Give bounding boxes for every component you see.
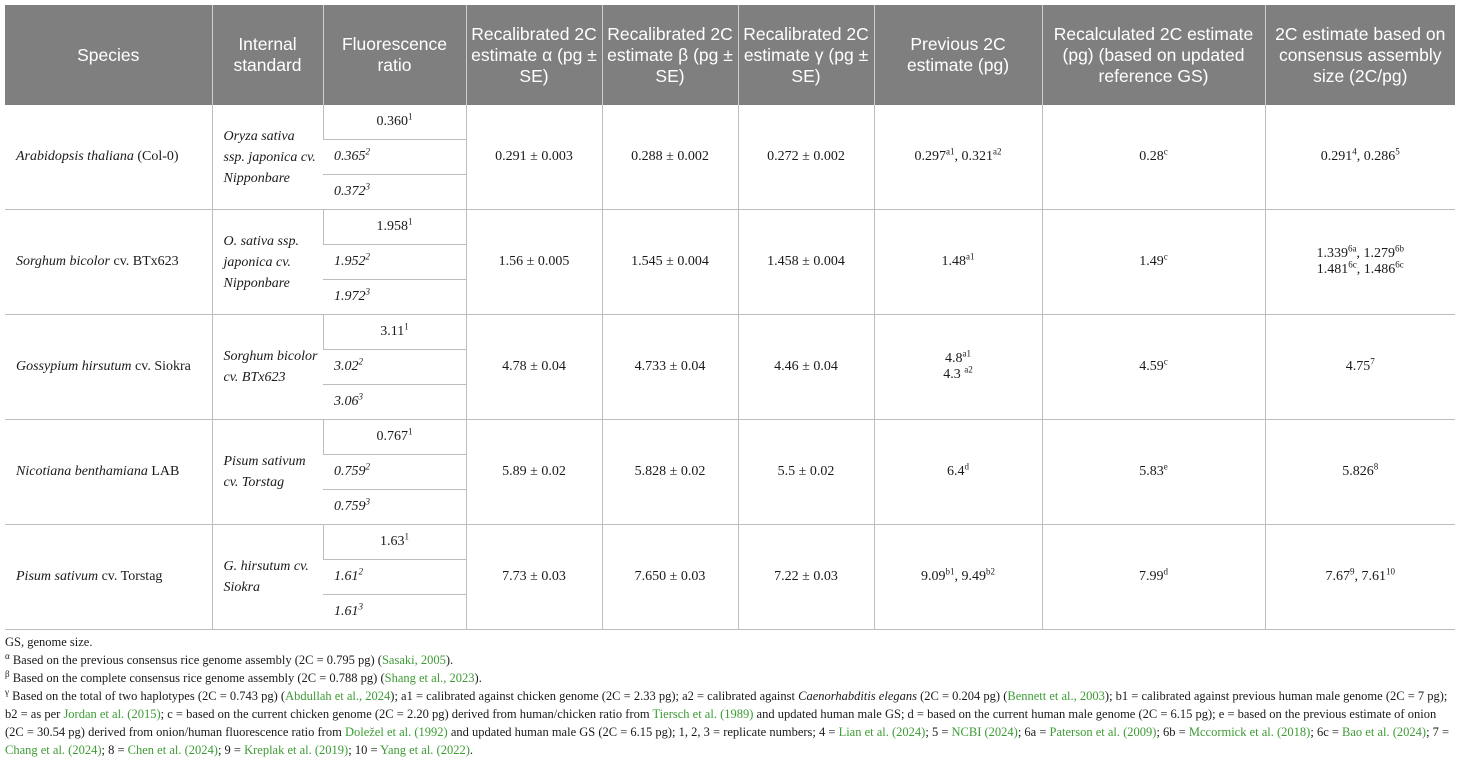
species-cell: Gossypium hirsutum cv. Siokra (5, 315, 212, 420)
replicate-marker: 3 (365, 496, 370, 507)
footnote-alpha: $^\alpha$ Based on the previous consensus rice genome assembly (2C = 0.795 pg) (Sasaki, 2005). (5, 650, 454, 667)
footnote-marker: 6c (1348, 259, 1357, 270)
value-text: 5.83 (1139, 464, 1164, 479)
footnote-marker: 8 (1373, 461, 1379, 472)
beta-estimate-cell: 5.828 ± 0.02 (602, 420, 738, 525)
table-row (5, 420, 1455, 455)
species-cell: Nicotiana benthamiana LAB (5, 420, 212, 525)
replicate-marker: 3 (358, 601, 363, 612)
col-header-recalibrated-beta: Recalibrated 2C estimate β (pg ± SE) (602, 5, 738, 105)
consensus-estimate-cell (1265, 525, 1455, 630)
reference-link[interactable]: Bao et al. (2024) (1342, 725, 1427, 739)
value-text: 1.48 (941, 254, 966, 269)
footnote-marker: c (1163, 251, 1168, 262)
value-text: 7.67 (1325, 569, 1350, 584)
value-text: , 0.321 (954, 149, 993, 164)
header-row (5, 5, 1455, 105)
reference-link[interactable]: Doležel et al. (1992) (344, 725, 448, 739)
value-text: 5.826 (1342, 464, 1374, 479)
beta-estimate-cell: 1.545 ± 0.004 (602, 210, 738, 315)
internal-standard-cell: G. hirsutum cv. Siokra (212, 525, 323, 630)
fluorescence-ratio-cell: 0.372$^3$ (323, 175, 466, 210)
internal-standard-cell: O. sativa ssp. japonica cv. Nipponbare (212, 210, 323, 315)
value-text: 0.297 (914, 149, 946, 164)
footnote-marker: a1 (966, 251, 975, 262)
consensus-estimate-cell (1265, 315, 1455, 420)
consensus-estimate-cell (1265, 105, 1455, 210)
reference-link[interactable]: Chang et al. (2024) (5, 743, 102, 757)
value-text: , 7.61 (1354, 569, 1386, 584)
beta-estimate-cell: 7.650 ± 0.03 (602, 525, 738, 630)
col-header-recalculated-estimate: Recalculated 2C estimate (pg) (based on updated reference GS) (1042, 5, 1265, 105)
previous-estimate-cell (874, 420, 1042, 525)
replicate-marker: 3 (358, 391, 363, 402)
recalculated-estimate-cell (1042, 210, 1265, 315)
col-header-species: Species (5, 5, 212, 105)
replicate-marker: 2 (365, 146, 370, 157)
reference-link[interactable]: Shang et al., 2023 (384, 671, 475, 685)
replicate-marker: 2 (365, 251, 370, 262)
col-header-internal-standard: Internal standard (212, 5, 323, 105)
recalculated-estimate-cell (1042, 105, 1265, 210)
value-text: 7.99 (1139, 569, 1164, 584)
alpha-estimate-cell: 1.56 ± 0.005 (466, 210, 602, 315)
reference-link[interactable]: Yang et al. (2022) (380, 743, 470, 757)
internal-standard-cell: Sorghum bicolor cv. BTx623 (212, 315, 323, 420)
col-header-consensus-estimate: 2C estimate based on consensus assembly size (2C/pg) (1265, 5, 1455, 105)
gamma-estimate-cell: 7.22 ± 0.03 (738, 525, 874, 630)
alpha-estimate-cell: 0.291 ± 0.003 (466, 105, 602, 210)
previous-estimate-cell (874, 210, 1042, 315)
replicate-marker: 2 (358, 356, 363, 367)
value-text: 4.59 (1139, 359, 1164, 374)
previous-estimate-cell (874, 315, 1042, 420)
value-text: , 1.279 (1356, 246, 1395, 261)
fluorescence-ratio-cell: 0.767$^1$ (323, 420, 466, 455)
reference-link[interactable]: Abdullah et al., 2024 (285, 689, 391, 703)
fluorescence-ratio-cell: 0.360$^1$ (323, 105, 466, 140)
reference-link[interactable]: Kreplak et al. (2019) (244, 743, 349, 757)
reference-link[interactable]: Chen et al. (2024) (127, 743, 218, 757)
replicate-marker: 2 (365, 461, 370, 472)
fluorescence-ratio-cell: 0.759$^3$ (323, 490, 466, 525)
col-header-fluorescence-ratio: Fluorescence ratio (323, 5, 466, 105)
value-text: 1.49 (1139, 254, 1164, 269)
fluorescence-ratio-cell: 1.61$^2$ (323, 560, 466, 595)
alpha-estimate-cell: 7.73 ± 0.03 (466, 525, 602, 630)
replicate-marker: 2 (358, 566, 363, 577)
value-text: 4.75 (1345, 359, 1371, 374)
footnote-marker: 4 (1352, 146, 1357, 157)
consensus-estimate-cell (1265, 420, 1455, 525)
value-text: 1.339 (1316, 246, 1348, 261)
replicate-marker: 1 (408, 216, 413, 227)
footnote-marker: b1 (945, 566, 955, 577)
consensus-estimate-cell (1265, 210, 1455, 315)
beta-estimate-cell: 4.733 ± 0.04 (602, 315, 738, 420)
value-text: 4.3 (943, 367, 965, 382)
fluorescence-ratio-cell: 1.972$^3$ (323, 280, 466, 315)
table-footnotes (5, 633, 1457, 759)
value-text: 0.28 (1139, 149, 1164, 164)
fluorescence-ratio-cell: 1.61$^3$ (323, 595, 466, 630)
replicate-marker: 1 (404, 531, 409, 542)
fluorescence-ratio-cell: 3.02$^2$ (323, 350, 466, 385)
footnote-marker: a2 (993, 146, 1002, 157)
previous-estimate-cell (874, 525, 1042, 630)
species-cell: Pisum sativum cv. Torstag (5, 525, 212, 630)
internal-standard-cell: Pisum sativum cv. Torstag (212, 420, 323, 525)
fluorescence-ratio-cell: 3.11$^1$ (323, 315, 466, 350)
internal-standard-cell: Oryza sativa ssp. japonica cv. Nipponbare (212, 105, 323, 210)
value-text: 6.4 (947, 464, 965, 479)
replicate-marker: 1 (404, 321, 409, 332)
value-text: 1.481 (1316, 262, 1349, 277)
col-header-previous-estimate: Previous 2C estimate (pg) (874, 5, 1042, 105)
fluorescence-ratio-cell: 0.759$^2$ (323, 455, 466, 490)
table-row (5, 105, 1455, 140)
footnote-marker: a1 (946, 146, 955, 157)
footnote-marker: 9 (1350, 566, 1355, 577)
fluorescence-ratio-cell: 1.958$^1$ (323, 210, 466, 245)
footnote-marker: 7 (1370, 356, 1375, 367)
genome-size-table (5, 5, 1455, 630)
value-text: 4.8 (945, 351, 963, 366)
reference-link[interactable]: Jordan et al. (2015) (63, 707, 161, 721)
footnote-marker: e (1163, 461, 1168, 472)
footnote-marker: c (1163, 146, 1168, 157)
previous-estimate-cell (874, 105, 1042, 210)
recalculated-estimate-cell (1042, 315, 1265, 420)
replicate-marker: 3 (365, 181, 370, 192)
table-row (5, 315, 1455, 350)
gamma-estimate-cell: 0.272 ± 0.002 (738, 105, 874, 210)
gamma-estimate-cell: 4.46 ± 0.04 (738, 315, 874, 420)
replicate-marker: 1 (408, 111, 413, 122)
value-text: 9.09 (921, 569, 946, 584)
fluorescence-ratio-cell: 1.63$^1$ (323, 525, 466, 560)
replicate-marker: 3 (365, 286, 370, 297)
footnote-marker: b2 (986, 566, 995, 577)
reference-link[interactable]: Bennett et al., 2003 (1007, 689, 1105, 703)
species-cell: Sorghum bicolor cv. BTx623 (5, 210, 212, 315)
footnote-gamma: $^\gamma$ Based on the total of two haplotypes (2C = 0.743 pg) (Abdullah et al., 2024); a1 = calibrated against chicken genome (2C = 2.33 pg); a2 = calibrated against Caenorhabditis elegans (2C = 0.204 pg) (Bennett et al., 2003); b1 = calibrated against previous human male genome (2C = 7 pg); b2 = as per Jordan et al. (2015); c = based on the current chicken genome (2C = 2.20 pg) derived from human/chicken ratio from Tiersch et al. (1989) and updated human male GS; d = based on the current human male genome (2C = 6.15 pg); e = based on the previous estimate of onion (2C = 30.54 pg) derived from onion/human fluorescence ratio from Doležel et al. (1992) and updated human male GS (2C = 6.15 pg); 1, 2, 3 = replicate numbers; 4 = Lian et al. (2024); 5 = NCBI (2024); 6a = Paterson et al. (2009); 6b = Mccormick et al. (2018); 6c = Bao et al. (2024); 7 = Chang et al. (2024); 8 = Chen et al. (2024); 9 = Kreplak et al. (2019); 10 = Yang et al. (2022). (5, 686, 1450, 757)
reference-link[interactable]: Tiersch et al. (1989) (652, 707, 754, 721)
value-text: , 9.49 (954, 569, 986, 584)
beta-estimate-cell: 0.288 ± 0.002 (602, 105, 738, 210)
reference-link[interactable]: NCBI (2024) (951, 725, 1018, 739)
gamma-estimate-cell: 1.458 ± 0.004 (738, 210, 874, 315)
footnote-marker: c (1163, 356, 1168, 367)
table-row (5, 525, 1455, 560)
footnote-marker: 10 (1386, 566, 1395, 577)
alpha-estimate-cell: 5.89 ± 0.02 (466, 420, 602, 525)
footnote-gs: GS, genome size. (5, 635, 93, 649)
reference-link[interactable]: Mccormick et al. (2018) (1188, 725, 1311, 739)
footnote-marker: 6c (1395, 259, 1404, 270)
footnote-marker: a2 (964, 364, 973, 375)
footnote-marker: 5 (1395, 146, 1400, 157)
footnote-marker: d (1163, 566, 1168, 577)
replicate-marker: 1 (408, 426, 413, 437)
footnote-marker: 6b (1395, 243, 1404, 254)
table-row (5, 210, 1455, 245)
reference-link[interactable]: Paterson et al. (2009) (1049, 725, 1157, 739)
value-text: 0.291 (1320, 149, 1353, 164)
reference-link[interactable]: Lian et al. (2024) (838, 725, 926, 739)
gamma-estimate-cell: 5.5 ± 0.02 (738, 420, 874, 525)
species-cell: Arabidopsis thaliana (Col-0) (5, 105, 212, 210)
recalculated-estimate-cell (1042, 420, 1265, 525)
value-text: , 0.286 (1356, 149, 1396, 164)
footnote-marker: a1 (962, 348, 971, 359)
fluorescence-ratio-cell: 1.952$^2$ (323, 245, 466, 280)
fluorescence-ratio-cell: 0.365$^2$ (323, 140, 466, 175)
footnote-marker: 6a (1348, 243, 1357, 254)
fluorescence-ratio-cell: 3.06$^3$ (323, 385, 466, 420)
alpha-estimate-cell: 4.78 ± 0.04 (466, 315, 602, 420)
recalculated-estimate-cell (1042, 525, 1265, 630)
reference-link[interactable]: Sasaki, 2005 (381, 653, 446, 667)
col-header-recalibrated-alpha: Recalibrated 2C estimate α (pg ± SE) (466, 5, 602, 105)
footnote-marker: d (964, 461, 969, 472)
footnote-beta: $^\beta$ Based on the complete consensus rice genome assembly (2C = 0.788 pg) (Shang et al., 2023). (5, 668, 482, 685)
value-text: , 1.486 (1356, 262, 1396, 277)
col-header-recalibrated-gamma: Recalibrated 2C estimate γ (pg ± SE) (738, 5, 874, 105)
